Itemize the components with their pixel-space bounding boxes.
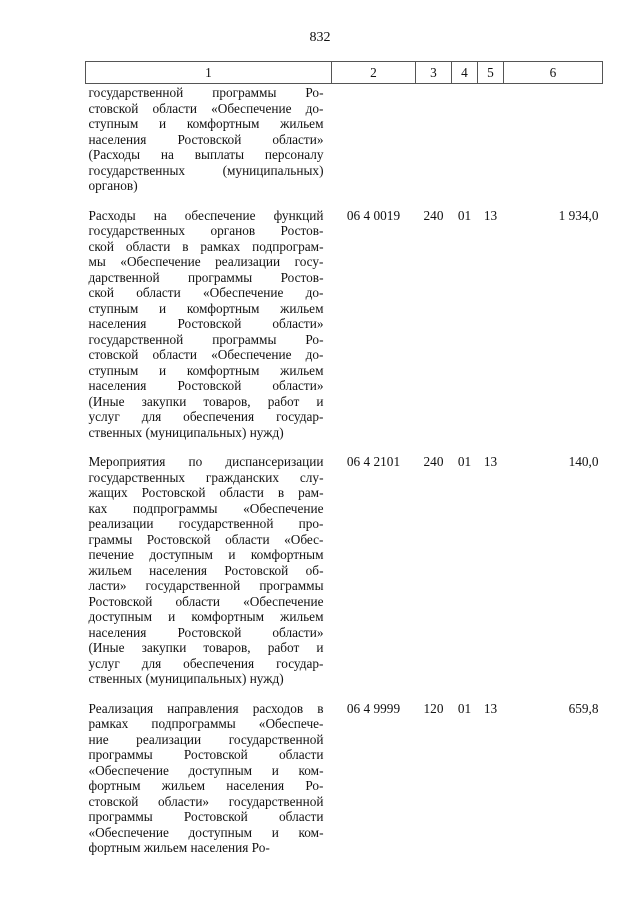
cell-amount: 140,0 <box>568 454 599 469</box>
expense-name-line: населения Ростовской области» <box>88 624 324 640</box>
expense-name-line: программы Ростовской области <box>88 809 324 824</box>
table-row <box>86 208 603 455</box>
page-number: 832 <box>309 30 331 45</box>
expense-name-line: населения Ростовской области» <box>88 378 324 393</box>
expense-name-line: стовской области «Обеспечение до- <box>88 347 324 362</box>
expense-name-line: мы «Обеспечение реализации госу- <box>88 254 324 269</box>
expense-name-line: ласти» государственной программы <box>88 578 324 593</box>
table-header-row <box>86 62 603 84</box>
header-cell-expense-type: 3 <box>416 62 452 84</box>
expense-name-line: ской области в рамках подпрограм- <box>88 238 324 254</box>
expense-name-line: Расходы на обеспечение функций <box>88 207 324 223</box>
expense-name-line: рамках подпрограммы «Обеспече- <box>88 716 324 731</box>
cell-amount: 659,8 <box>568 700 599 716</box>
table-row <box>86 454 603 701</box>
expense-name-line: услуг для обеспечения государ- <box>88 409 324 424</box>
expense-name-line: фортным жильем населения Ро- <box>88 840 270 855</box>
expense-name-line: ственных (муниципальных) нужд) <box>88 424 284 440</box>
expense-name-line: программы Ростовской области <box>88 747 324 762</box>
cell-section: 01 <box>457 700 472 716</box>
expense-name-line: населения Ростовской области» <box>88 316 324 331</box>
expense-name-line: ступным и комфортным жильем <box>88 300 324 316</box>
expense-name-line: фортным жильем населения Ро- <box>88 778 324 793</box>
expense-name-line: печение доступным и комфортным <box>88 547 324 562</box>
cell-target-code: 06 4 0019 <box>346 207 401 223</box>
cell-subsection: 13 <box>483 454 498 469</box>
cell-amount <box>504 84 603 208</box>
cell-subsection: 13 <box>483 700 498 716</box>
expense-name-line: государственной программы Ро- <box>88 85 324 100</box>
expense-name-line: жильем населения Ростовской об- <box>88 562 324 578</box>
expense-name-line: стовской области» государственной <box>88 793 324 809</box>
expense-name-line: Реализация направления расходов в <box>88 700 324 716</box>
expense-name-line: Ростовской области «Обеспечение <box>88 593 324 609</box>
expense-name-line: граммы Ростовской области «Обес- <box>88 531 324 547</box>
expense-name-line: органов) <box>88 178 138 193</box>
header-cell-code: 2 <box>332 62 416 84</box>
cell-expense-type: 120 <box>423 700 444 716</box>
expense-name-line: ние реализации государственной <box>88 731 324 747</box>
expense-name-line: ступным и комфортным жильем <box>88 116 324 131</box>
header-cell-section: 4 <box>452 62 478 84</box>
header-cell-amount: 6 <box>504 62 603 84</box>
cell-section: 01 <box>457 454 472 469</box>
cell-section: 01 <box>457 207 472 223</box>
expense-name-line: жащих Ростовской области в рам- <box>88 485 324 500</box>
expense-name-line: населения Ростовской области» <box>88 131 324 147</box>
cell-subsection: 13 <box>483 207 498 223</box>
cell-section <box>452 84 478 208</box>
cell-subsection <box>478 84 504 208</box>
expense-name-line: государственной программы Ро- <box>88 331 324 347</box>
expense-name-line: услуг для обеспечения государ- <box>88 655 324 671</box>
cell-expense-name <box>86 701 332 870</box>
header-cell-subsection: 5 <box>478 62 504 84</box>
cell-target-code <box>332 84 416 208</box>
expense-name-line: ках подпрограммы «Обеспечение <box>88 500 324 516</box>
expense-name-line: государственных гражданских слу- <box>88 469 324 485</box>
expense-name-line: (Иные закупки товаров, работ и <box>88 640 324 655</box>
expense-name-line: ской области «Обеспечение до- <box>88 285 324 300</box>
cell-expense-type: 240 <box>423 454 444 469</box>
cell-expense-name <box>86 454 332 701</box>
expense-name-line: реализации государственной про- <box>88 516 324 531</box>
table-row <box>86 701 603 870</box>
expense-name-line: государственных органов Ростов- <box>88 223 324 238</box>
expense-name-line: доступным и комфортным жильем <box>88 609 324 624</box>
expense-name-line: государственных (муниципальных) <box>88 162 324 178</box>
cell-expense-name <box>86 208 332 455</box>
cell-expense-name <box>86 84 332 208</box>
budget-table <box>85 61 603 870</box>
table-row <box>86 84 603 208</box>
expense-name-line: стовской области «Обеспечение до- <box>88 100 324 116</box>
expense-name-line: «Обеспечение доступным и ком- <box>88 824 324 840</box>
header-cell-name: 1 <box>86 62 332 84</box>
expense-name-line: Мероприятия по диспансеризации <box>88 454 324 469</box>
expense-name-line: ступным и комфортным жильем <box>88 362 324 378</box>
expense-name-line: (Расходы на выплаты персоналу <box>88 147 324 162</box>
table-body <box>86 84 603 870</box>
cell-target-code: 06 4 2101 <box>346 454 401 469</box>
expense-name-line: ственных (муниципальных) нужд) <box>88 671 284 686</box>
cell-amount: 1 934,0 <box>558 207 599 223</box>
cell-expense-type <box>416 84 452 208</box>
expense-name-line: (Иные закупки товаров, работ и <box>88 393 324 409</box>
expense-name-line: дарственной программы Ростов- <box>88 269 324 285</box>
expense-name-line: «Обеспечение доступным и ком- <box>88 762 324 778</box>
cell-target-code: 06 4 9999 <box>346 700 401 716</box>
cell-expense-type: 240 <box>423 207 444 223</box>
